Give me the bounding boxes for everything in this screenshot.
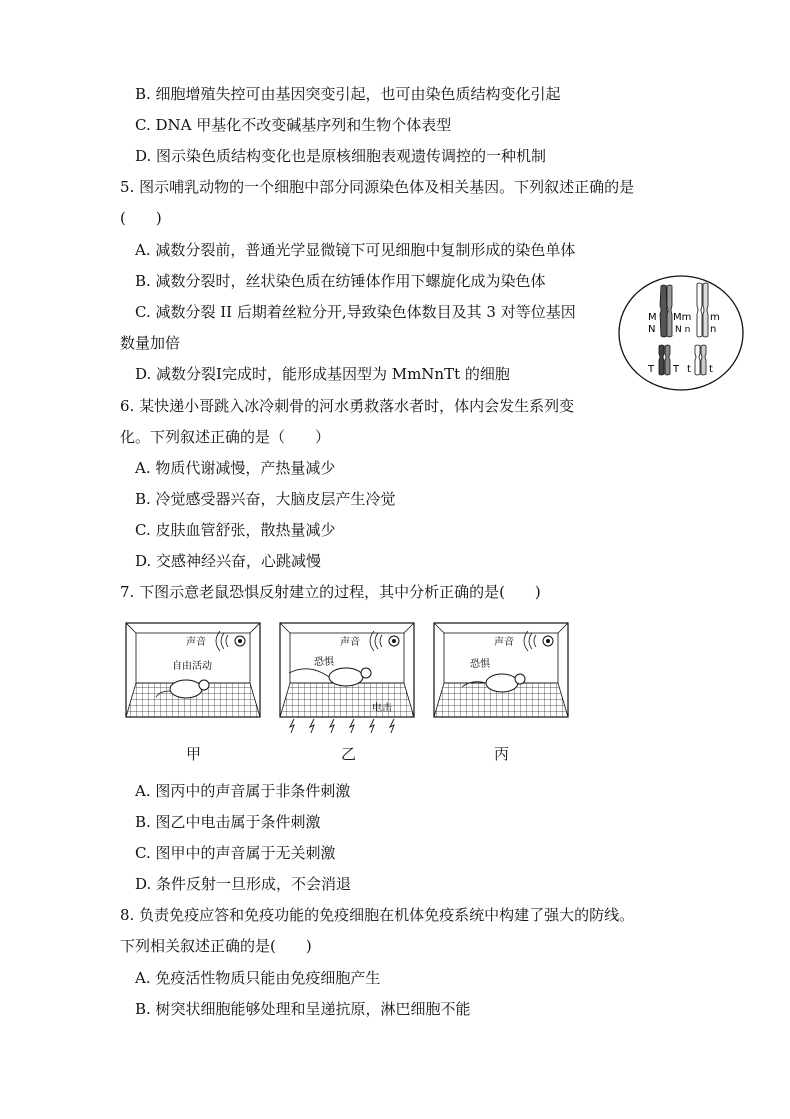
gene-label-nn: N n: [675, 325, 691, 335]
gene-label-n-right: n: [710, 324, 717, 335]
panel-jia-sound-label: 声音: [186, 637, 206, 648]
q4-option-d: D. 图示染色质结构变化也是原核细胞表观遗传调控的一种机制: [135, 147, 547, 165]
q4-option-b: B. 细胞增殖失控可由基因突变引起，也可由染色质结构变化引起: [135, 85, 561, 103]
gene-label-t-lower-1: t: [687, 364, 691, 375]
q6-stem-line2: 化。下列叙述正确的是（ ）: [120, 428, 331, 446]
panel-caption-bing: 丙: [494, 745, 510, 763]
q5-option-c-line1: C. 减数分裂 II 后期着丝粒分开,导致染色体数目及其 3 对等位基因: [135, 303, 576, 321]
q5-option-d: D. 减数分裂Ⅰ完成时，能形成基因型为 MmNnTt 的细胞: [135, 365, 510, 383]
panel-yi-state-label: 恐惧: [314, 657, 334, 668]
q5-option-a: A. 减数分裂前，普通光学显微镜下可见细胞中复制形成的染色单体: [135, 241, 576, 259]
mouse-icon: [329, 668, 363, 686]
q5-stem-line1: 5. 图示哺乳动物的一个细胞中部分同源染色体及相关基因。下列叙述正确的是: [120, 178, 635, 196]
q6-option-c: C. 皮肤血管舒张，散热量减少: [135, 521, 336, 539]
q6-stem-line1: 6. 某快递小哥跳入冰冷刺骨的河水勇救落水者时，体内会发生系列变: [120, 397, 575, 415]
panel-caption-jia: 甲: [186, 745, 202, 763]
gene-label-t-upper-1: T: [648, 364, 655, 375]
panel-yi-shock-label: 电击: [372, 703, 392, 714]
gene-label-t-upper-2: T: [673, 364, 680, 375]
q6-option-d: D. 交感神经兴奋，心跳减慢: [135, 552, 322, 570]
panel-yi-sound-label: 声音: [340, 637, 360, 648]
q6-option-b: B. 冷觉感受器兴奋，大脑皮层产生冷觉: [135, 490, 396, 508]
panel-caption-yi: 乙: [341, 745, 357, 763]
q7-stem: 7. 下图示意老鼠恐惧反射建立的过程，其中分析正确的是( ): [120, 583, 541, 601]
panel-bing-sound-label: 声音: [494, 637, 514, 648]
fear-reflex-figure: [124, 621, 592, 741]
q6-option-a: A. 物质代谢减慢，产热量减少: [135, 459, 336, 477]
panel-bing: [434, 623, 568, 717]
panel-yi: [280, 623, 414, 733]
q4-option-c: C. DNA 甲基化不改变碱基序列和生物个体表型: [135, 116, 452, 134]
gene-label-mm: Mm: [673, 312, 692, 323]
floor-grid: [280, 683, 414, 717]
gene-label-t-lower-2: t: [709, 364, 713, 375]
q5-option-b: B. 减数分裂时，丝状染色质在纺锤体作用下螺旋化成为染色体: [135, 272, 546, 290]
panel-jia-state-label: 自由活动: [172, 661, 212, 672]
q7-option-d: D. 条件反射一旦形成，不会消退: [135, 875, 352, 893]
q5-option-c-line2: 数量加倍: [120, 334, 181, 352]
mouse-icon: [170, 680, 202, 698]
chromosome-long-left: [660, 285, 672, 337]
q8-stem-line1: 8. 负责免疫应答和免疫功能的免疫细胞在机体免疫系统中构建了强大的防线。: [120, 906, 635, 924]
gene-label-n-left: N: [648, 324, 656, 335]
q7-option-a: A. 图丙中的声音属于非条件刺激: [135, 782, 351, 800]
q7-option-c: C. 图甲中的声音属于无关刺激: [135, 844, 336, 862]
q8-option-b: B. 树突状细胞能够处理和呈递抗原，淋巴细胞不能: [135, 1000, 471, 1018]
mouse-icon: [486, 674, 518, 692]
gene-label-m-right: m: [710, 312, 720, 323]
chromosome-figure: [617, 274, 745, 392]
q5-stem-line2: ( ): [120, 209, 162, 227]
q8-stem-line2: 下列相关叙述正确的是( ): [120, 937, 312, 955]
panel-jia: [126, 623, 260, 717]
electric-shock-icon: [290, 719, 394, 733]
panel-bing-state-label: 恐惧: [470, 659, 490, 670]
q7-option-b: B. 图乙中电击属于条件刺激: [135, 813, 321, 831]
q8-option-a: A. 免疫活性物质只能由免疫细胞产生: [135, 969, 381, 987]
gene-label-m-left: M: [648, 312, 657, 323]
